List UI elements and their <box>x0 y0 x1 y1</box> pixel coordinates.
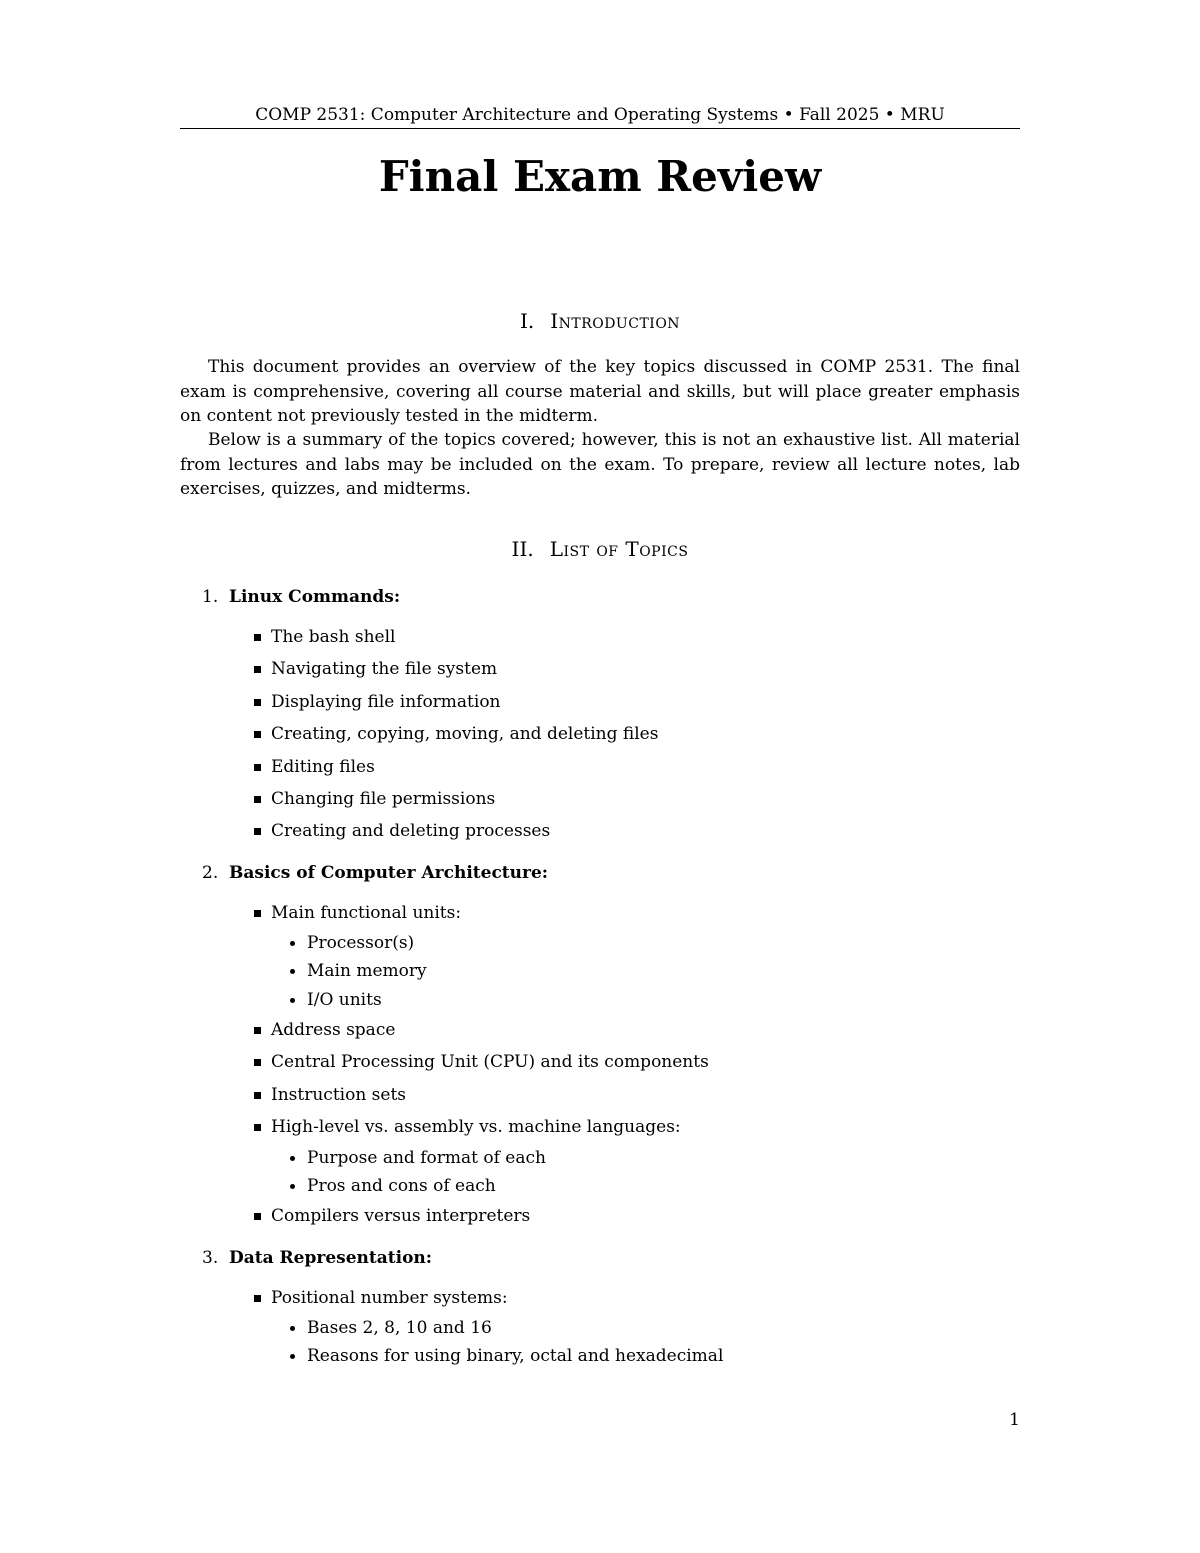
list-item: The bash shell <box>180 621 1020 653</box>
topics-list <box>180 584 1020 1371</box>
document-page <box>180 0 1020 1553</box>
intro-paragraph-2: Below is a summary of the topics covered; however, this is not an exhaustive list. All material from lectures and labs may be included on the exam. To prepare, review all lecture notes, lab exercises, quizzes, and midterms. <box>180 430 1020 499</box>
sub-list-item: I/O units <box>180 986 1020 1014</box>
square-bullet-icon <box>254 1295 261 1302</box>
round-bullet-icon <box>290 1184 295 1189</box>
list-item: Address space <box>180 1014 1020 1046</box>
sub-list-item: Bases 2, 8, 10 and 16 <box>180 1314 1020 1342</box>
topic-number: 3. <box>202 1247 219 1268</box>
topic-number: 1. <box>202 587 219 607</box>
topic-label: Data Representation: <box>229 1247 433 1268</box>
topic-item <box>180 584 1020 860</box>
round-bullet-icon <box>290 941 295 946</box>
section-title: List of Topics <box>549 537 689 561</box>
sub-list-item: Processor(s) <box>180 929 1020 957</box>
round-bullet-icon <box>290 969 295 974</box>
round-bullet-icon <box>290 1326 295 1331</box>
intro-paragraph-1: This document provides an overview of the key topics discussed in COMP 2531. The final exam is comprehensive, covering all course material and skills, but will place greater emphasis on content not previously tested in the midterm. <box>180 357 1020 426</box>
topic-label: Linux Commands: <box>229 587 401 607</box>
square-bullet-icon <box>254 764 261 771</box>
list-item: Central Processing Unit (CPU) and its components <box>180 1046 1020 1078</box>
square-bullet-icon <box>254 1124 261 1131</box>
square-bullet-icon <box>254 828 261 835</box>
sub-list-item: Pros and cons of each <box>180 1172 1020 1200</box>
round-bullet-icon <box>290 1354 295 1359</box>
square-bullet-icon <box>254 796 261 803</box>
list-item: Creating and deleting processes <box>180 815 1020 847</box>
list-item: Main functional units: <box>180 897 1020 929</box>
sub-list-item: Purpose and format of each <box>180 1144 1020 1172</box>
topic-item <box>180 860 1020 1245</box>
square-bullet-icon <box>254 1092 261 1099</box>
topic-number: 2. <box>202 862 219 883</box>
list-item: Changing file permissions <box>180 783 1020 815</box>
list-item: Displaying file information <box>180 686 1020 718</box>
topic-heading <box>180 860 1020 887</box>
section-title: Introduction <box>550 309 681 333</box>
section-heading-introduction <box>180 307 1020 335</box>
list-item: Positional number systems: <box>180 1282 1020 1314</box>
page-number: 1 <box>1009 1410 1020 1430</box>
sub-list-item: Reasons for using binary, octal and hexadecimal <box>180 1342 1020 1370</box>
list-item: Editing files <box>180 751 1020 783</box>
document-title: Final Exam Review <box>378 152 822 201</box>
square-bullet-icon <box>254 1213 261 1220</box>
list-item: Creating, copying, moving, and deleting files <box>180 718 1020 750</box>
topic-heading <box>180 1245 1020 1272</box>
topic-item <box>180 1245 1020 1371</box>
list-item: Navigating the file system <box>180 653 1020 685</box>
square-bullet-icon <box>254 1027 261 1034</box>
list-item: Compilers versus interpreters <box>180 1200 1020 1232</box>
square-bullet-icon <box>254 910 261 917</box>
topic-label: Basics of Computer Architecture: <box>229 862 549 883</box>
square-bullet-icon <box>254 634 261 641</box>
section-number: II. <box>511 537 534 561</box>
list-item: High-level vs. assembly vs. machine languages: <box>180 1111 1020 1143</box>
square-bullet-icon <box>254 666 261 673</box>
running-header: COMP 2531: Computer Architecture and Operating Systems • Fall 2025 • MRU <box>255 105 945 125</box>
sub-list-item: Main memory <box>180 957 1020 985</box>
list-item: Instruction sets <box>180 1079 1020 1111</box>
square-bullet-icon <box>254 1059 261 1066</box>
square-bullet-icon <box>254 699 261 706</box>
round-bullet-icon <box>290 1156 295 1161</box>
section-number: I. <box>519 309 535 333</box>
topic-heading <box>180 584 1020 611</box>
header-rule <box>180 128 1020 129</box>
section-heading-topics <box>180 535 1020 563</box>
round-bullet-icon <box>290 998 295 1003</box>
square-bullet-icon <box>254 731 261 738</box>
